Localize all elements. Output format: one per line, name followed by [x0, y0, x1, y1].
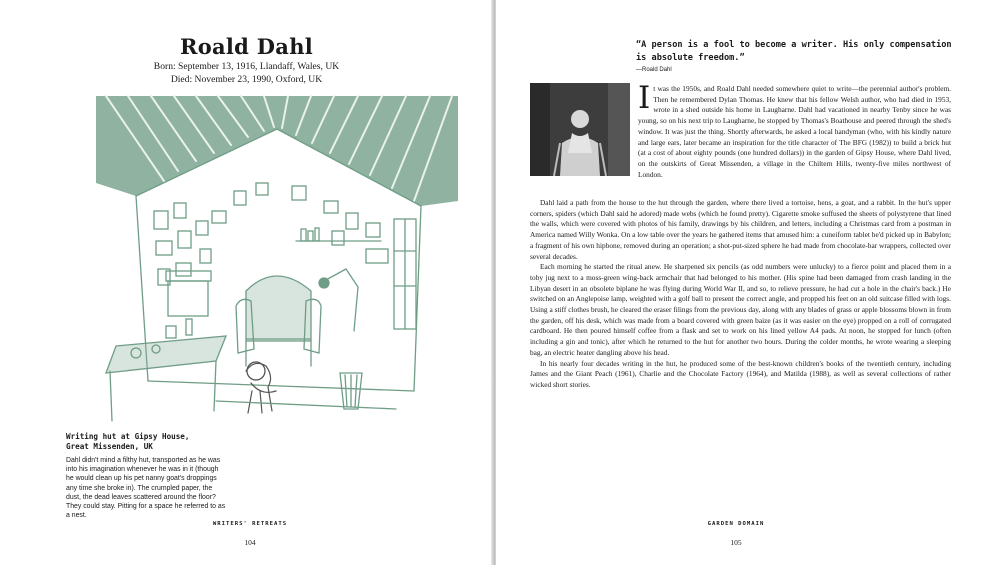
- article-body: [530, 198, 951, 391]
- illustration-caption-title: Writing hut at Gipsy House, Great Missenden, UK: [66, 432, 190, 451]
- right-page: [496, 0, 988, 565]
- page-number: 104: [244, 538, 256, 547]
- article-intro: [638, 80, 951, 180]
- paragraph-1: t was the 1950s, and Roald Dahl needed somewhere quiet to write—the perennial author's problem. Then he remembered Dylan Thomas. He knew that his fellow Welsh author, who had died in 1953, wrote in a shed outside his home in Laugharne. Dahl had vacationed in nearby Tenby since he was young, so on his next trip to Laugharne, he stopped by Thomas's Boathouse and peered through the shed's window. It was just the thing. Shortly afterwards, he asked a local handyman (who, with his kindly nature and large ears, later became an inspiration for the title character of The BFG (1982)) to build a brick hut (at a cost of about eighty pounds (one hundred dollars)) in the garden of Gipsy House, where Dahl lived, on the outskirts of Great Missenden, a village in the Chiltern Hills, twenty-five miles northwest of London.: [638, 84, 951, 179]
- footer-section-label: WRITERS' RETREATS: [212, 521, 288, 527]
- epigraph-quote: “A person is a fool to become a writer. His only compensation is absolute freedom.”: [636, 40, 952, 63]
- paragraph-2: Dahl laid a path from the house to the hut through the garden, where there lived a tortoise, hens, a goat, and a rabbit. In the hut's upper corners, spiders (which Dahl said he adored) made webs (which he found pretty). Cigarette smoke suffused the sheets of polystyrene that lined the walls, which were covered with photos of his family, drawings by his children, and letters, including a Christmas card from a postman in America named Willy Wonka. On a low table over the years he gathered items that amused him: a cuneiform tablet he'd picked up in Babylon; a fragment of his own hipbone, removed during an operation; a shot-put-sized sphere he had made from chocolate-bar wrappers, collected over several decades.: [530, 198, 951, 261]
- illustration-caption-body: Dahl didn't mind a filthy hut, transported as he was into his imagination whenever he was in it (though he would clean up his pet nanny goat's droppings any time she broke in). The crumpled paper, the dust, the dead leaves scattered around the floor? They could stay. Pitting for a space he referred to as a nest.: [66, 457, 226, 520]
- paragraph-4: In his nearly four decades writing in the hut, he produced some of the best-known children's books of the twentieth century, including James and the Giant Peach (1961), Charlie and the Chocolate Factory (1964), and Matilda (1988), as well as several collections of rather wicked short stories.: [530, 358, 951, 389]
- paragraph-3: Each morning he started the ritual anew. He sharpened six pencils (as odd numbers were unlucky) to a fierce point and placed them in a toby jug next to a moss-green wing-back armchair that had belonged to his mother. (His spine had been damaged from crash landing in the Libyan desert in an obsolete biplane he was flying during World War II, and so, to relieve pressure, he had cut a hole in the chair's back.) He switched on an Anglepoise lamp, weighted with a golf ball to present the correct angle, and propped his feet on an old suitcase filled with logs. Using a stiff clothes brush, he cleared the eraser filings from the previous day, along with any blades of grass or apple blossoms blown in from the garden, off his desk, which was made from a board covered with green baize (as it was easier on the eye) propped on a roll of corrugated cardboard. He then poured himself coffee from a flask and set to work on his lined yellow A4 pads. At noon, he stopped for lunch (often including a gin and tonic), after which he returned to the hut for another two hours. During the colder months, he wrote wearing a sleeping bag, an electric heater dangling above his head.: [530, 262, 951, 357]
- epigraph-attribution: —Roald Dahl: [636, 67, 672, 73]
- page-number: 105: [730, 538, 742, 547]
- death-info: Died: November 23, 1990, Oxford, UK: [170, 74, 323, 85]
- birth-info: Born: September 13, 1916, Llandaff, Wales, UK: [153, 61, 340, 72]
- author-portrait-photo: [530, 83, 630, 176]
- drop-cap: I: [638, 80, 651, 116]
- page-title: Roald Dahl: [179, 34, 314, 59]
- left-page: [0, 0, 493, 565]
- footer-section-label: GARDEN DOMAIN: [707, 521, 765, 527]
- writing-hut-illustration: [96, 91, 458, 424]
